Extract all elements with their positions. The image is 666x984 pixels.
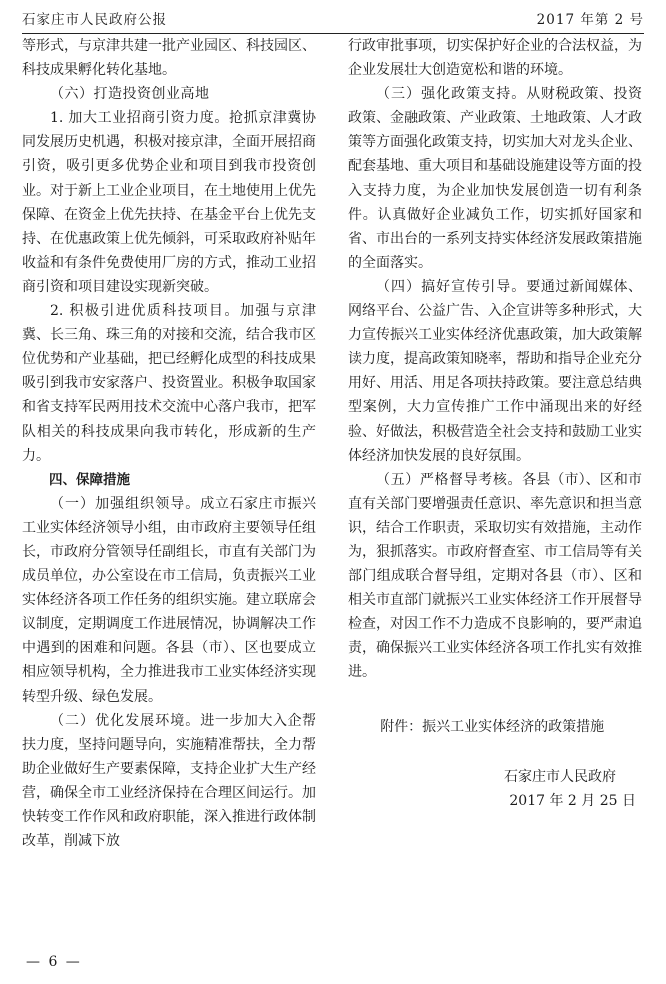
paragraph-body: 要通过新闻媒体、网络平台、公益广告、入企宣讲等多种形式，大力宣传振兴工业实体经济优惠政策，加大政策解读力度，提高政策知晓率，帮助和指导企业充分用好、用活、用足各项扶持政策。要注意总结典型案例，大力宣传推广工作中涌现出来的好经验、好做法，积极营造全社会支持和鼓励工业实体经济加快发展的良好氛围。 bbox=[348, 278, 643, 464]
paragraph-continuation: 行政审批事项，切实保护好企业的合法权益，为企业发展壮大创造宽松和谐的环境。 bbox=[348, 38, 642, 79]
signature-organization: 石家庄市人民政府 bbox=[504, 768, 616, 785]
paragraph-body: 进一步加大入企帮扶力度，坚持问题导向，实施精准帮扶，全力帮助企业做好生产要素保障，支持企业扩大生产经营，确保全市工业经济保持在合理区间运行。加快转变工作作风和政府职能，深入推进行政体制改革，削减下放 bbox=[22, 712, 317, 850]
paragraph-organization bbox=[22, 492, 316, 709]
page-number: — 6 — bbox=[26, 954, 82, 970]
issue-number: 2017 年第 2 号 bbox=[536, 12, 644, 28]
paragraph-body: 成立石家庄市振兴工业实体经济领导小组，由市政府主要领导任组长，市政府分管领导任副组长，市直有关部门为成员单位，办公室设在市工信局，负责振兴工业实体经济各项工作任务的组织实施。建立联席会议制度，定期调度工作进展情况，协调解决工作中遇到的困难和问题。各县（市）、区也要成立相应领导机构，全力推进我市工业实体经济实现转型升级、绿色发展。 bbox=[22, 495, 317, 705]
paragraph-investment: 1. 加大工业招商引资力度。抢抓京津冀协同发展历史机遇，积极对接京津，全面开展招商引资，吸引更多优势企业和项目到我市投资创业。对于新上工业企业项目，在土地使用上优先保障、在资金上优先扶持、在基金平台上优先支持、在优惠政策上优先倾斜，可采取政府补贴年收益和有条件免费使用厂房的方式，推动工业招商引资和项目建设实现新突破。 bbox=[22, 110, 316, 295]
paragraph-heading: （五）严格督导考核。 bbox=[376, 471, 523, 488]
publication-title: 石家庄市人民政府公报 bbox=[22, 12, 167, 28]
paragraph-body: 各县（市）、区和市直有关部门要增强责任意识、率先意识和担当意识，结合工作职责，采取切实有效措施，主动作为，狠抓落实。市政府督查室、市工信局等有关部门组成联合督导组，定期对各县（市）、区和相关市直部门就振兴工业实体经济工作开展督导检查，对因工作不力造成不良影响的，要严肃追责，确保振兴工业实体经济各项工作扎实有效推进。 bbox=[348, 471, 643, 681]
paragraph-supervision bbox=[348, 468, 642, 685]
signature-date: 2017 年 2 月 25 日 bbox=[509, 792, 636, 809]
paragraph-environment bbox=[22, 709, 316, 854]
section-heading-safeguards: 四、保障措施 bbox=[49, 471, 130, 488]
paragraph-policy bbox=[348, 82, 642, 275]
paragraph-heading: （四）搞好宣传引导。 bbox=[376, 278, 527, 295]
page-header bbox=[22, 8, 644, 32]
paragraph-heading: （三）强化政策支持。 bbox=[376, 86, 527, 103]
left-column bbox=[22, 34, 316, 853]
attachment-note: 附件：振兴工业实体经济的政策措施 bbox=[380, 718, 605, 735]
paragraph-heading: （一）加强组织领导。 bbox=[50, 495, 201, 512]
right-column bbox=[348, 34, 642, 813]
paragraph-continuation: 等形式，与京津共建一批产业园区、科技园区、科技成果孵化转化基地。 bbox=[22, 38, 316, 79]
section-heading-6: （六）打造投资创业高地 bbox=[50, 86, 210, 103]
paragraph-publicity bbox=[348, 275, 642, 468]
paragraph-heading: （二）优化发展环境。 bbox=[50, 712, 201, 729]
paragraph-body: 从财税政策、投资政策、金融政策、产业政策、土地政策、人才政策等方面强化政策支持，切实加大对龙头企业、配套基地、重大项目和基础设施建设等方面的投入支持力度，为企业加快发展创造一切有利条件。认真做好企业减负工作，切实抓好国家和省、市出台的一系列支持实体经济发展政策措施的全面落实。 bbox=[348, 86, 643, 271]
paragraph-tech-projects: 2. 积极引进优质科技项目。加强与京津冀、长三角、珠三角的对接和交流，结合我市区位优势和产业基础，把已经孵化成型的科技成果吸引到我市安家落户、投资置业。积极争取国家和省支持军民两用技术交流中心落户我市，把军队相关的科技成果向我市转化，形成新的生产力。 bbox=[22, 303, 316, 464]
